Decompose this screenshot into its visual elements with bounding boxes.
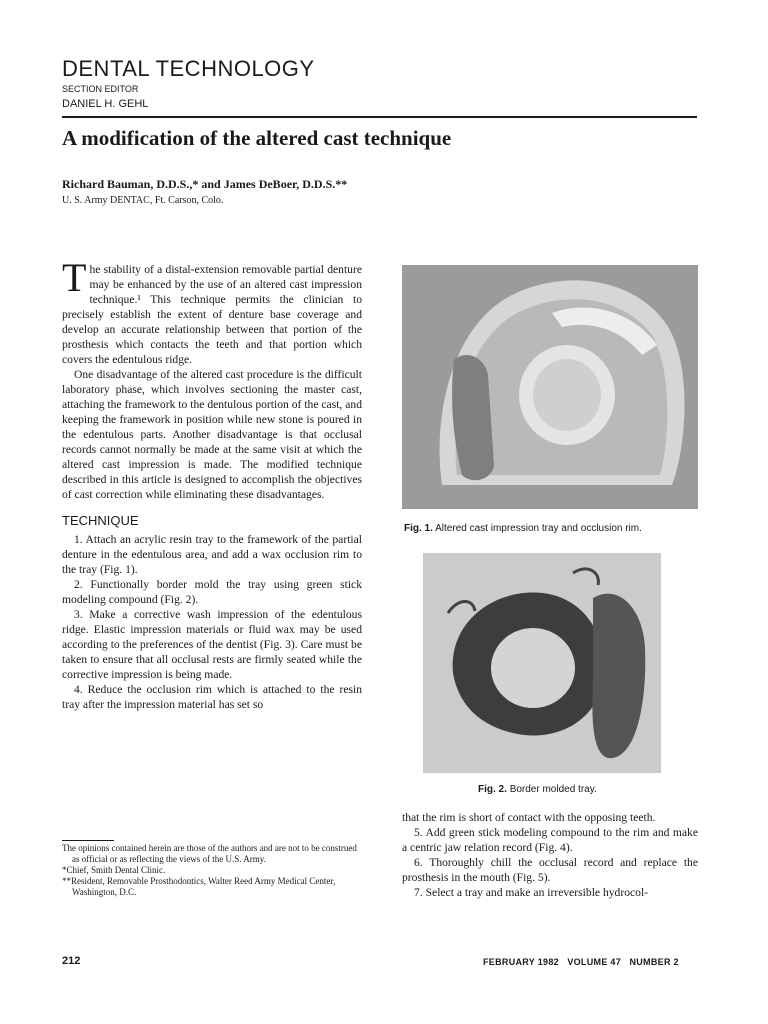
page-number: 212 bbox=[62, 955, 81, 967]
section-title: DENTAL TECHNOLOGY bbox=[62, 56, 315, 81]
footnote: **Resident, Removable Prosthodontics, Walter Reed Army Medical Center, Washington, D.C. bbox=[62, 876, 336, 897]
technique-step: 2. Functionally border mold the tray using green stick modeling compound (Fig. 2). bbox=[62, 578, 362, 606]
article-authors: Richard Bauman, D.D.S.,* and James DeBoer, D.D.S.** bbox=[62, 177, 348, 191]
technique-step: 7. Select a tray and make an irreversible hydrocol- bbox=[414, 886, 649, 899]
paragraph-intro bbox=[62, 255, 362, 367]
figure-2-photo bbox=[423, 553, 661, 773]
section-editor-label: SECTION EDITOR bbox=[62, 84, 139, 94]
paragraph-disadvantage: One disadvantage of the altered cast procedure is the difficult laboratory phase, which involves sectioning the master cast, attaching the framework to the dentulous portion of the cast, and keeping the framework in position while new stone is poured in the edentulous parts. Another disadvantage is that occlusal records cannot normally be made at the same visit at which the altered cast impression is made. The modified technique described in this article is designed to accomplish the objectives of cast correction while eliminating these disadvantages. bbox=[62, 368, 362, 501]
figure-1-caption bbox=[404, 523, 642, 534]
footnote: *Chief, Smith Dental Clinic. bbox=[62, 865, 166, 875]
drop-cap: T bbox=[62, 255, 87, 300]
technique-heading: TECHNIQUE bbox=[62, 513, 139, 528]
figure-1-photo bbox=[402, 265, 698, 509]
right-column bbox=[402, 810, 698, 900]
paragraph-intro-text: he stability of a distal-extension removable partial denture may be enhanced by the use of an altered cast impression technique.¹ This technique permits the clinician to precisely establish the extent of denture base coverage and develop an accurate relationship between that portion of the prosthesis which contacts the teeth and that portion which covers the edentulous ridge. bbox=[62, 263, 362, 366]
article-affiliation: U. S. Army DENTAC, Ft. Carson, Colo. bbox=[62, 195, 224, 206]
figure-1-caption-text: Altered cast impression tray and occlusion rim. bbox=[435, 523, 642, 534]
footnotes bbox=[62, 843, 362, 898]
paragraph-continuation: that the rim is short of contact with the opposing teeth. bbox=[402, 811, 656, 824]
technique-step: 3. Make a corrective wash impression of the edentulous ridge. Elastic impression materials or fluid wax may be used according to the preferences of the dentist (Fig. 3). Care must be taken to ensure that all occlusal rests are firmly seated while the corrective impression is being made. bbox=[62, 608, 362, 681]
figure-1-label: Fig. 1. bbox=[404, 523, 433, 534]
figure-2-illustration bbox=[423, 553, 661, 773]
technique-step: 6. Thoroughly chill the occlusal record and replace the prosthesis in the mouth (Fig. 5). bbox=[402, 856, 698, 884]
figure-2-caption bbox=[478, 784, 597, 795]
left-column bbox=[62, 255, 362, 712]
figure-2-label: Fig. 2. bbox=[478, 784, 507, 795]
journal-issue: FEBRUARY 1982 VOLUME 47 NUMBER 2 bbox=[483, 957, 679, 967]
technique-step: 4. Reduce the occlusion rim which is attached to the resin tray after the impression material has set so bbox=[62, 683, 362, 711]
header-rule bbox=[62, 116, 697, 118]
footnote: The opinions contained herein are those of the authors and are not to be construed as official or as reflecting the views of the U.S. Army. bbox=[62, 843, 357, 864]
technique-step: 5. Add green stick modeling compound to the rim and make a centric jaw relation record (Fig. 4). bbox=[402, 826, 698, 854]
figure-1-illustration bbox=[402, 265, 698, 509]
article-title: A modification of the altered cast technique bbox=[62, 126, 452, 150]
technique-step: 1. Attach an acrylic resin tray to the framework of the partial denture in the edentulous area, and add a wax occlusion rim to the tray (Fig. 1). bbox=[62, 533, 362, 576]
figure-2-caption-text: Border molded tray. bbox=[509, 784, 597, 795]
section-editor-name: DANIEL H. GEHL bbox=[62, 98, 149, 110]
footnote-rule bbox=[62, 840, 114, 841]
